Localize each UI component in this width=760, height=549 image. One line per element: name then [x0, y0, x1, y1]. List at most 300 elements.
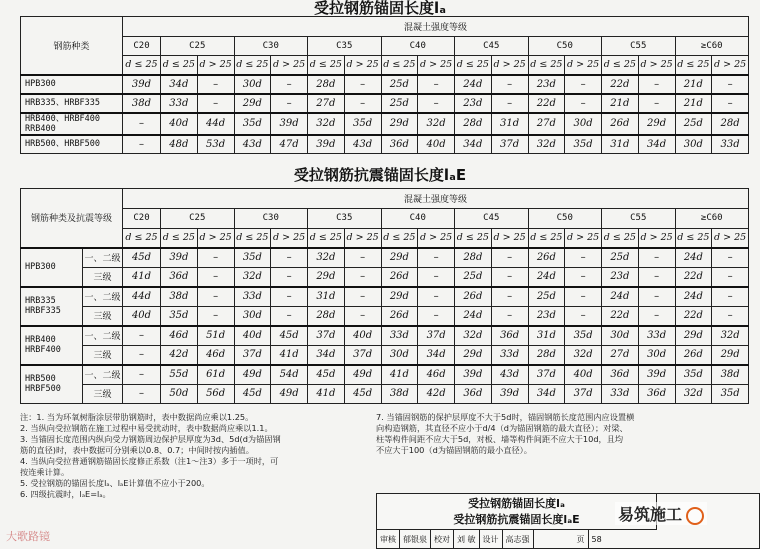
rebar-type-label: HRB500、HRBF500 — [21, 135, 123, 154]
review-name: 郁银泉 — [400, 530, 431, 549]
d-le-header: d ≤ 25 — [455, 56, 492, 75]
value-cell: 23d — [455, 94, 492, 113]
table-row — [21, 384, 749, 404]
value-cell: – — [344, 75, 381, 94]
seismic-level-label: 三级 — [83, 267, 123, 287]
value-cell: – — [123, 326, 161, 346]
value-cell: 32d — [565, 345, 602, 365]
grade-5: C45 — [455, 209, 529, 229]
d-gt-header: d > 25 — [418, 56, 455, 75]
value-cell: 32d — [234, 267, 271, 287]
d-le-header: d ≤ 25 — [528, 228, 565, 248]
value-cell: 38d — [123, 94, 161, 113]
rebar-type-label: HRB500 HRBF500 — [21, 365, 83, 404]
value-cell: 44d — [123, 287, 161, 307]
note-line: 柱等构件间距不应大于5d，对板、墙等构件间距不应大于10d，且均 — [376, 434, 624, 444]
table-row — [21, 113, 749, 135]
value-cell: 28d — [308, 75, 345, 94]
d-le-header: d ≤ 25 — [123, 56, 161, 75]
value-cell: 36d — [455, 384, 492, 404]
d-le-header: d ≤ 25 — [161, 228, 198, 248]
d-le-header: d ≤ 25 — [234, 56, 271, 75]
value-cell: 33d — [712, 135, 749, 154]
table-row — [21, 345, 749, 365]
grade-3: C35 — [308, 209, 382, 229]
grade-5: C45 — [455, 37, 529, 56]
value-cell: 37d — [565, 384, 602, 404]
value-cell: – — [491, 267, 528, 287]
value-cell: 56d — [197, 384, 234, 404]
table-row — [21, 248, 749, 268]
brand-logo — [615, 502, 707, 525]
value-cell: 29d — [308, 267, 345, 287]
value-cell: 29d — [455, 345, 492, 365]
value-cell: 29d — [234, 94, 271, 113]
grade-3: C35 — [308, 37, 382, 56]
value-cell: 27d — [308, 94, 345, 113]
d-gt-header: d > 25 — [344, 228, 381, 248]
seismic-level-label: 一、二级 — [83, 287, 123, 307]
value-cell: 45d — [123, 248, 161, 268]
value-cell: 46d — [418, 365, 455, 385]
check-label: 校对 — [431, 530, 454, 549]
value-cell: 35d — [712, 384, 749, 404]
value-cell: 33d — [161, 94, 198, 113]
rebar-type-label: HRB400、HRBF400 RRB400 — [21, 113, 123, 135]
value-cell: 29d — [675, 326, 712, 346]
watermark: 大歌路镜 — [6, 530, 50, 543]
d-le-header: d ≤ 25 — [602, 56, 639, 75]
d-gt-header: d > 25 — [197, 56, 234, 75]
row-header: 钢筋种类及抗震等级 — [21, 189, 123, 248]
concrete-grade-header: 混凝土强度等级 — [123, 17, 749, 37]
value-cell: – — [638, 287, 675, 307]
value-cell: 23d — [528, 75, 565, 94]
brand-mark-icon — [686, 507, 704, 525]
seismic-anchorage-length-table — [20, 188, 749, 404]
value-cell: 38d — [381, 384, 418, 404]
page-label: 页 — [574, 530, 589, 549]
value-cell: – — [271, 94, 308, 113]
anchorage-length-table — [20, 16, 749, 154]
value-cell: 39d — [455, 365, 492, 385]
value-cell: 25d — [455, 267, 492, 287]
value-cell: 39d — [638, 365, 675, 385]
note-line: 3. 当锚固长度范围内纵向受力钢筋周边保护层厚度为3d、5d(d为锚固钢 — [20, 434, 281, 444]
table1-title: 受拉钢筋锚固长度lₐ — [313, 0, 446, 17]
rebar-type-label: HPB300 — [21, 248, 83, 287]
value-cell: 27d — [528, 113, 565, 135]
value-cell: 49d — [271, 384, 308, 404]
value-cell: 40d — [565, 365, 602, 385]
value-cell: 37d — [528, 365, 565, 385]
grade-6: C50 — [528, 37, 602, 56]
grade-0: C20 — [123, 209, 161, 229]
grade-8: ≥C60 — [675, 209, 749, 229]
review-label: 审核 — [377, 530, 400, 549]
value-cell: – — [197, 75, 234, 94]
grade-4: C40 — [381, 37, 455, 56]
seismic-level-label: 三级 — [83, 345, 123, 365]
value-cell: – — [271, 75, 308, 94]
table-row — [21, 267, 749, 287]
note-line: 4. 当纵向受拉普通钢筋锚固长度修正系数（注1～注3）多于一项时，可 — [20, 456, 279, 466]
value-cell: 36d — [381, 135, 418, 154]
grade-4: C40 — [381, 209, 455, 229]
value-cell: 36d — [491, 326, 528, 346]
table-row — [21, 94, 749, 113]
value-cell: 39d — [161, 248, 198, 268]
value-cell: – — [638, 306, 675, 326]
value-cell: 50d — [161, 384, 198, 404]
value-cell: 45d — [308, 365, 345, 385]
d-gt-header: d > 25 — [638, 56, 675, 75]
table-row — [21, 365, 749, 385]
value-cell: – — [123, 365, 161, 385]
note-line: 按连乘计算。 — [20, 467, 70, 477]
value-cell: – — [565, 287, 602, 307]
value-cell: – — [491, 306, 528, 326]
value-cell: 44d — [197, 113, 234, 135]
value-cell: – — [638, 248, 675, 268]
value-cell: 30d — [638, 345, 675, 365]
rebar-type-label: HPB300 — [21, 75, 123, 94]
rebar-type-label: HRB335、HRBF335 — [21, 94, 123, 113]
d-gt-header: d > 25 — [565, 228, 602, 248]
value-cell: 22d — [602, 306, 639, 326]
seismic-level-label: 一、二级 — [83, 326, 123, 346]
value-cell: – — [712, 248, 749, 268]
value-cell: – — [271, 267, 308, 287]
value-cell: 26d — [528, 248, 565, 268]
note-line: 向构造钢筋，其直径不应小于d/4（d为锚固钢筋的最大直径）；对梁、 — [376, 423, 628, 433]
value-cell: – — [344, 248, 381, 268]
value-cell: 46d — [161, 326, 198, 346]
value-cell: 40d — [234, 326, 271, 346]
value-cell: 25d — [675, 113, 712, 135]
value-cell: 26d — [455, 287, 492, 307]
value-cell: 47d — [271, 135, 308, 154]
value-cell: 30d — [565, 113, 602, 135]
title-block-signatures — [377, 530, 759, 549]
value-cell: 24d — [602, 287, 639, 307]
value-cell: 32d — [308, 248, 345, 268]
value-cell: 49d — [344, 365, 381, 385]
value-cell: 23d — [528, 306, 565, 326]
note-line: 6. 四级抗震时，lₐE=lₐ。 — [20, 489, 111, 499]
title-block-line1: 受拉钢筋锚固长度lₐ — [468, 497, 565, 510]
d-gt-header: d > 25 — [712, 56, 749, 75]
d-gt-header: d > 25 — [344, 56, 381, 75]
value-cell: 26d — [675, 345, 712, 365]
value-cell: 28d — [308, 306, 345, 326]
d-gt-header: d > 25 — [491, 228, 528, 248]
grade-7: C55 — [602, 209, 676, 229]
value-cell: – — [271, 306, 308, 326]
value-cell: – — [418, 287, 455, 307]
notes-left — [20, 412, 376, 500]
value-cell: 34d — [528, 384, 565, 404]
value-cell: – — [565, 94, 602, 113]
value-cell: 39d — [271, 113, 308, 135]
value-cell: 24d — [675, 248, 712, 268]
value-cell: – — [344, 94, 381, 113]
value-cell: – — [712, 306, 749, 326]
value-cell: – — [197, 287, 234, 307]
value-cell: 37d — [308, 326, 345, 346]
design-name: 高志强 — [503, 530, 534, 549]
value-cell: – — [123, 135, 161, 154]
value-cell: 22d — [675, 306, 712, 326]
note-line: 注：1. 当为环氧树脂涂层带肋钢筋时，表中数据尚应乘以1.25。 — [20, 412, 254, 422]
notes-right — [376, 412, 748, 456]
d-gt-header: d > 25 — [197, 228, 234, 248]
value-cell: 36d — [602, 365, 639, 385]
value-cell: 38d — [712, 365, 749, 385]
value-cell: 21d — [675, 94, 712, 113]
value-cell: 43d — [344, 135, 381, 154]
d-gt-header: d > 25 — [271, 56, 308, 75]
table-row — [21, 287, 749, 307]
table-row — [21, 135, 749, 154]
d-le-header: d ≤ 25 — [308, 228, 345, 248]
value-cell: 24d — [675, 287, 712, 307]
value-cell: 42d — [161, 345, 198, 365]
d-le-header: d ≤ 25 — [308, 56, 345, 75]
value-cell: – — [418, 94, 455, 113]
value-cell: 30d — [675, 135, 712, 154]
value-cell: 28d — [455, 248, 492, 268]
d-le-header: d ≤ 25 — [381, 56, 418, 75]
check-name: 刘 敏 — [454, 530, 480, 549]
title-block-line2: 受拉钢筋抗震锚固长度lₐE — [453, 513, 580, 526]
value-cell: – — [565, 306, 602, 326]
value-cell: – — [418, 306, 455, 326]
value-cell: 33d — [381, 326, 418, 346]
value-cell: 39d — [491, 384, 528, 404]
d-le-header: d ≤ 25 — [381, 228, 418, 248]
row-header: 钢筋种类 — [21, 17, 123, 75]
value-cell: 29d — [712, 345, 749, 365]
value-cell: 31d — [491, 113, 528, 135]
d-gt-header: d > 25 — [638, 228, 675, 248]
grade-7: C55 — [602, 37, 676, 56]
value-cell: – — [197, 267, 234, 287]
note-line: 筋的直径)时，表中数据可分别乘以0.8、0.7；中间时按内插值。 — [20, 445, 254, 455]
value-cell: 30d — [602, 326, 639, 346]
d-le-header: d ≤ 25 — [161, 56, 198, 75]
note-line: 7. 当锚固钢筋的保护层厚度不大于5d时，锚固钢筋长度范围内应设置横 — [376, 412, 635, 422]
value-cell: 54d — [271, 365, 308, 385]
value-cell: 32d — [455, 326, 492, 346]
value-cell: 30d — [381, 345, 418, 365]
value-cell: 34d — [638, 135, 675, 154]
value-cell: 22d — [528, 94, 565, 113]
value-cell: 37d — [344, 345, 381, 365]
value-cell: 35d — [344, 113, 381, 135]
grade-2: C30 — [234, 37, 308, 56]
value-cell: 28d — [528, 345, 565, 365]
value-cell: – — [197, 306, 234, 326]
note-line: 不应大于100（d为锚固钢筋的最小直径）。 — [376, 445, 532, 455]
value-cell: 43d — [234, 135, 271, 154]
d-le-header: d ≤ 25 — [234, 228, 271, 248]
value-cell: 32d — [308, 113, 345, 135]
value-cell: 40d — [161, 113, 198, 135]
value-cell: 35d — [565, 326, 602, 346]
value-cell: 22d — [602, 75, 639, 94]
value-cell: – — [197, 248, 234, 268]
value-cell: – — [491, 287, 528, 307]
value-cell: 46d — [197, 345, 234, 365]
value-cell: 30d — [234, 306, 271, 326]
value-cell: – — [271, 248, 308, 268]
value-cell: 36d — [161, 267, 198, 287]
value-cell: 31d — [602, 135, 639, 154]
value-cell: 33d — [234, 287, 271, 307]
value-cell: 29d — [638, 113, 675, 135]
value-cell: 26d — [381, 267, 418, 287]
rebar-type-label: HRB335 HRBF335 — [21, 287, 83, 326]
value-cell: 37d — [418, 326, 455, 346]
value-cell: 25d — [602, 248, 639, 268]
value-cell: – — [638, 75, 675, 94]
table-row — [21, 326, 749, 346]
value-cell: 49d — [234, 365, 271, 385]
value-cell: 35d — [565, 135, 602, 154]
value-cell: 21d — [602, 94, 639, 113]
d-gt-header: d > 25 — [271, 228, 308, 248]
rebar-type-label: HRB400 HRBF400 — [21, 326, 83, 365]
d-le-header: d ≤ 25 — [123, 228, 161, 248]
value-cell: 45d — [271, 326, 308, 346]
page-number: 58 — [591, 535, 602, 544]
value-cell: 27d — [602, 345, 639, 365]
note-line: 5. 受拉钢筋的锚固长度lₐ、lₐE计算值不应小于200。 — [20, 478, 210, 488]
value-cell: 29d — [381, 113, 418, 135]
value-cell: – — [418, 75, 455, 94]
value-cell: 35d — [234, 248, 271, 268]
value-cell: – — [491, 75, 528, 94]
value-cell: 23d — [602, 267, 639, 287]
value-cell: 24d — [528, 267, 565, 287]
value-cell: 38d — [161, 287, 198, 307]
value-cell: – — [491, 94, 528, 113]
value-cell: 32d — [675, 384, 712, 404]
value-cell: 39d — [123, 75, 161, 94]
value-cell: 40d — [123, 306, 161, 326]
grade-6: C50 — [528, 209, 602, 229]
value-cell: 28d — [455, 113, 492, 135]
value-cell: 21d — [675, 75, 712, 94]
value-cell: – — [712, 287, 749, 307]
value-cell: 32d — [418, 113, 455, 135]
value-cell: 25d — [528, 287, 565, 307]
value-cell: 34d — [455, 135, 492, 154]
value-cell: 26d — [381, 306, 418, 326]
value-cell: 41d — [123, 267, 161, 287]
value-cell: – — [123, 384, 161, 404]
value-cell: 40d — [344, 326, 381, 346]
value-cell: 40d — [418, 135, 455, 154]
value-cell: 41d — [381, 365, 418, 385]
value-cell: – — [565, 248, 602, 268]
seismic-level-label: 一、二级 — [83, 248, 123, 268]
value-cell: 48d — [161, 135, 198, 154]
d-gt-header: d > 25 — [491, 56, 528, 75]
value-cell: 29d — [381, 248, 418, 268]
design-label: 设计 — [480, 530, 503, 549]
value-cell: 35d — [675, 365, 712, 385]
value-cell: – — [712, 94, 749, 113]
d-le-header: d ≤ 25 — [602, 228, 639, 248]
value-cell: 33d — [491, 345, 528, 365]
seismic-level-label: 三级 — [83, 384, 123, 404]
value-cell: 28d — [712, 113, 749, 135]
brand-text: 易筑施工 — [618, 505, 683, 524]
value-cell: 24d — [455, 306, 492, 326]
value-cell: 41d — [271, 345, 308, 365]
value-cell: – — [123, 113, 161, 135]
value-cell: 35d — [161, 306, 198, 326]
value-cell: 43d — [491, 365, 528, 385]
grade-1: C25 — [161, 209, 235, 229]
value-cell: 37d — [491, 135, 528, 154]
value-cell: 45d — [234, 384, 271, 404]
grade-8: ≥C60 — [675, 37, 749, 56]
value-cell: 41d — [308, 384, 345, 404]
value-cell: 51d — [197, 326, 234, 346]
value-cell: – — [344, 267, 381, 287]
value-cell: 42d — [418, 384, 455, 404]
value-cell: – — [418, 248, 455, 268]
d-gt-header: d > 25 — [565, 56, 602, 75]
value-cell: 33d — [638, 326, 675, 346]
d-le-header: d ≤ 25 — [528, 56, 565, 75]
value-cell: – — [565, 267, 602, 287]
d-gt-header: d > 25 — [418, 228, 455, 248]
value-cell: – — [638, 267, 675, 287]
value-cell: 34d — [418, 345, 455, 365]
value-cell: 25d — [381, 94, 418, 113]
value-cell: – — [344, 287, 381, 307]
value-cell: 25d — [381, 75, 418, 94]
value-cell: 34d — [308, 345, 345, 365]
value-cell: – — [712, 75, 749, 94]
value-cell: 24d — [455, 75, 492, 94]
value-cell: – — [344, 306, 381, 326]
value-cell: – — [197, 94, 234, 113]
value-cell: 34d — [161, 75, 198, 94]
value-cell: – — [565, 75, 602, 94]
value-cell: 32d — [528, 135, 565, 154]
concrete-grade-header: 混凝土强度等级 — [123, 189, 749, 209]
d-gt-header: d > 25 — [712, 228, 749, 248]
grade-0: C20 — [123, 37, 161, 56]
grade-1: C25 — [161, 37, 235, 56]
value-cell: – — [418, 267, 455, 287]
value-cell: 31d — [308, 287, 345, 307]
table-row — [21, 75, 749, 94]
seismic-level-label: 一、二级 — [83, 365, 123, 385]
value-cell: – — [491, 248, 528, 268]
table2-title: 受拉钢筋抗震锚固长度lₐE — [293, 166, 467, 184]
value-cell: – — [638, 94, 675, 113]
value-cell: 53d — [197, 135, 234, 154]
value-cell: – — [123, 345, 161, 365]
value-cell: 36d — [638, 384, 675, 404]
value-cell: 32d — [712, 326, 749, 346]
